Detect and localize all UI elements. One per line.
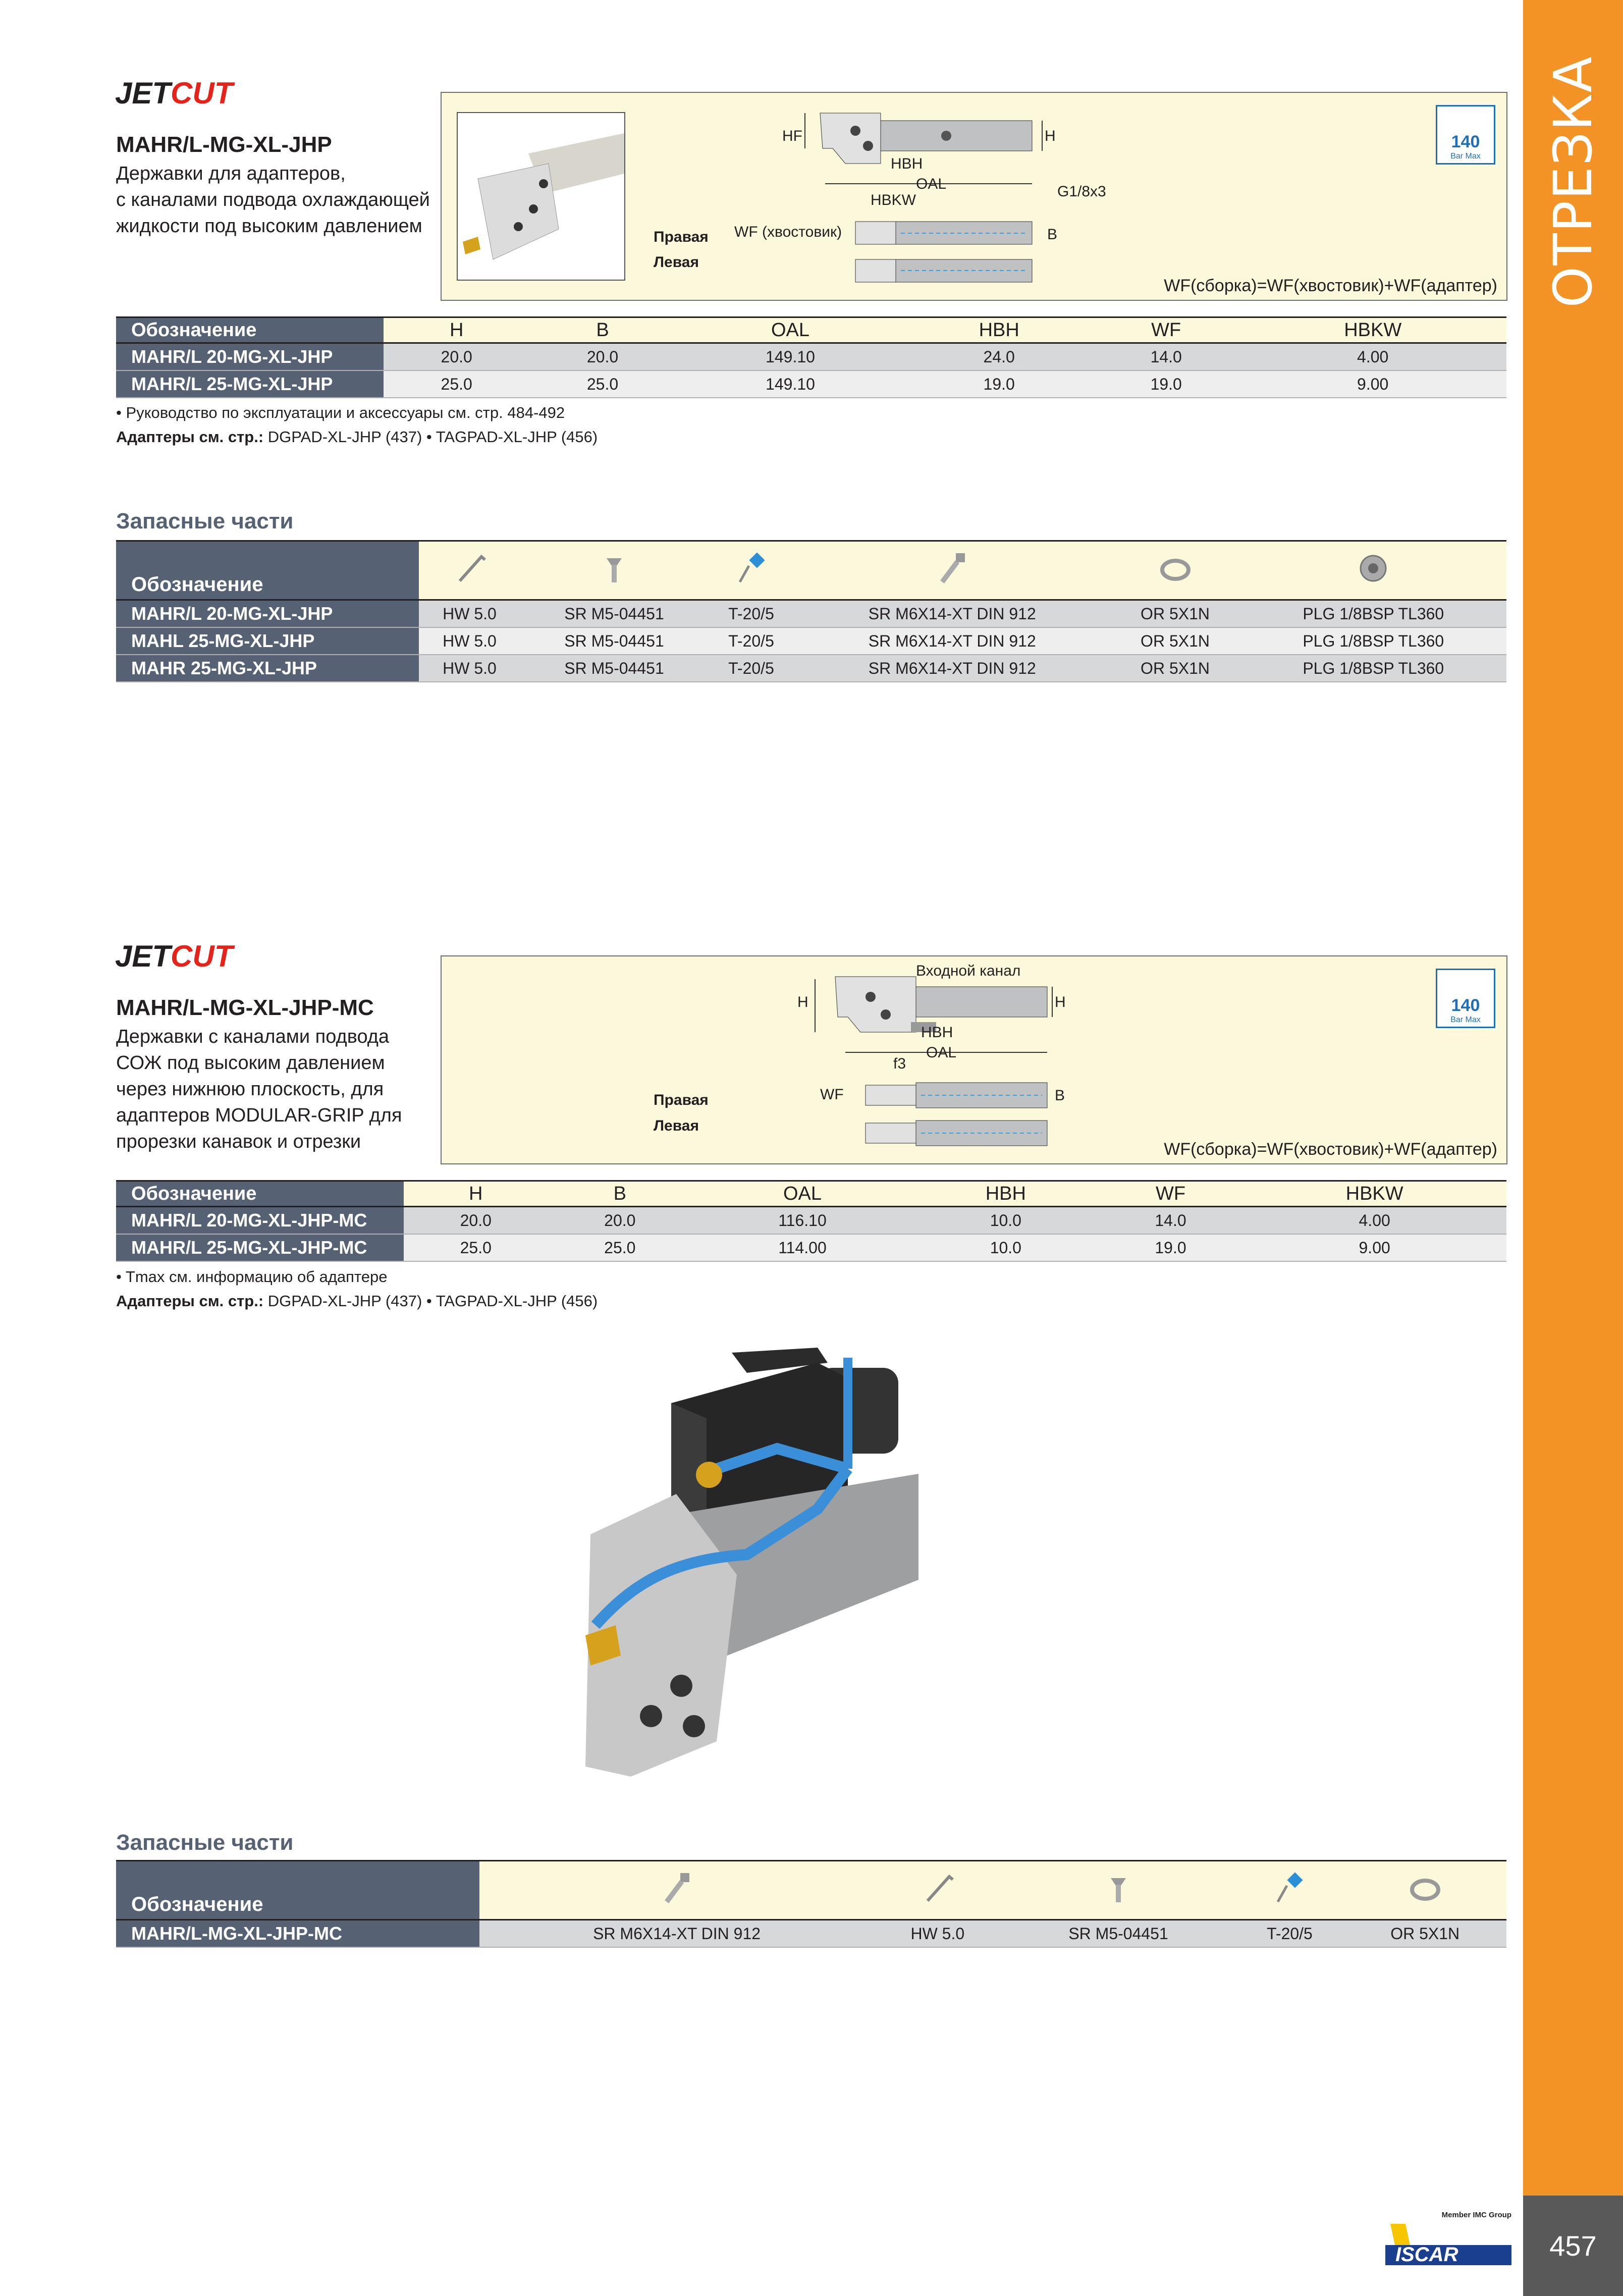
label-f3: f3 [893, 1055, 906, 1072]
table-cell: SR M6X14-XT DIN 912 [479, 1920, 874, 1948]
table-cell: 19.0 [905, 370, 1093, 398]
table-row [116, 1920, 1506, 1948]
note-adapters-text: DGPAD-XL-JHP (437) • TAGPAD-XL-JHP (456) [263, 428, 598, 446]
table-cell: OR 5X1N [1110, 600, 1240, 628]
table-header: B [529, 317, 675, 343]
table-cell: OR 5X1N [1110, 655, 1240, 682]
o-ring-icon [1110, 541, 1240, 600]
table-cell: 25.0 [404, 1234, 548, 1261]
table-cell: 149.10 [676, 370, 905, 398]
toolholder-3d-illustration [464, 1343, 1060, 1787]
table-cell: MAHR/L-MG-XL-JHP-MC [116, 1920, 479, 1948]
pressure-badge-unit: Bar Max [1450, 1016, 1481, 1024]
table-cell: MAHR/L 20-MG-XL-JHP [116, 600, 419, 628]
pressure-badge [1436, 969, 1495, 1028]
table-row [116, 600, 1506, 628]
spare-parts-table-1 [116, 540, 1506, 682]
table-header: HBKW [1242, 1181, 1506, 1207]
jetcut-logo [115, 939, 233, 974]
table-row [116, 343, 1506, 371]
note-tmax: • Tmax см. информацию об адаптере [116, 1268, 388, 1286]
label-right: Правая [654, 1092, 709, 1108]
table-cell: 9.00 [1239, 370, 1506, 398]
torx-key-icon [708, 541, 794, 600]
table-cell: 14.0 [1093, 343, 1239, 371]
label-b: B [1055, 1087, 1065, 1104]
table-cell: T-20/5 [708, 627, 794, 655]
table-cell: 20.0 [404, 1207, 548, 1235]
pressure-badge [1436, 105, 1495, 165]
toolholder-photo-icon [458, 113, 624, 280]
table-cell: MAHR/L 25-MG-XL-JHP [116, 370, 384, 398]
table-cell: PLG 1/8BSP TL360 [1240, 655, 1506, 682]
product-description: Державки для адаптеров, с каналами подвода охлаждающей жидкости под высоким давлением [116, 163, 430, 237]
dimension-drawing [654, 956, 1461, 1158]
table-header: OAL [676, 317, 905, 343]
table-header: OAL [692, 1181, 913, 1207]
table-cell: SR M6X14-XT DIN 912 [794, 655, 1110, 682]
label-g: G1/8x3 [1057, 183, 1106, 200]
table-cell: 149.10 [676, 343, 905, 371]
table-header: WF [1099, 1181, 1243, 1207]
product-table-2 [116, 1180, 1506, 1262]
label-oal: OAL [926, 1044, 957, 1061]
table-header: HBH [913, 1181, 1099, 1207]
table-cell: 25.0 [384, 370, 529, 398]
table-cell: PLG 1/8BSP TL360 [1240, 600, 1506, 628]
label-b: B [1047, 226, 1058, 243]
table-cell: 19.0 [1093, 370, 1239, 398]
screw-icon [520, 541, 708, 600]
section-tab [1523, 0, 1623, 404]
table-cell: T-20/5 [708, 600, 794, 628]
table-cell: MAHL 25-MG-XL-JHP [116, 627, 419, 655]
table-cell: 116.10 [692, 1207, 913, 1235]
product-title: MAHR/L-MG-XL-JHP-MC [116, 995, 374, 1020]
hex-key-icon [874, 1861, 1001, 1920]
table-cell: SR M6X14-XT DIN 912 [794, 627, 1110, 655]
table-cell: HW 5.0 [419, 655, 520, 682]
label-h: H [1045, 128, 1056, 144]
table-cell: PLG 1/8BSP TL360 [1240, 627, 1506, 655]
label-hbh: HBH [891, 155, 923, 172]
dimension-drawing [654, 93, 1461, 295]
product-description: Державки с каналами подвода СОЖ под высоким давлением через нижнюю плоскость, для адаптеров MODULAR-GRIP для прорезки канавок и отрезки [116, 1026, 402, 1152]
table-header: Обозначение [116, 541, 419, 600]
table-cell: 4.00 [1242, 1207, 1506, 1235]
plug-icon [1240, 541, 1506, 600]
note-adapters-label: Адаптеры см. стр.: [116, 428, 264, 446]
table-cell: 10.0 [913, 1234, 1099, 1261]
table-cell: 9.00 [1242, 1234, 1506, 1261]
table-header: Обозначение [116, 1861, 479, 1920]
product-table-1 [116, 316, 1506, 398]
table-cell: 24.0 [905, 343, 1093, 371]
note-adapters-label: Адаптеры см. стр.: [116, 1292, 264, 1310]
screw-icon [1001, 1861, 1235, 1920]
iscar-logo [1385, 2211, 1511, 2271]
table-cell: MAHR 25-MG-XL-JHP [116, 655, 419, 682]
jetcut-logo-jet: JET [115, 76, 171, 110]
note-manual: • Руководство по эксплуатации и аксессуары см. стр. 484-492 [116, 404, 565, 421]
jetcut-logo-cut: CUT [171, 76, 233, 110]
table-cell: HW 5.0 [419, 600, 520, 628]
table-header: Обозначение [116, 1181, 404, 1207]
member-text: Member IMC Group [1441, 2211, 1511, 2219]
note-adapters [116, 428, 598, 446]
pressure-badge-value: 140 [1451, 132, 1480, 151]
table-cell: T-20/5 [708, 655, 794, 682]
table-cell: 20.0 [529, 343, 675, 371]
jetcut-logo-jet: JET [115, 939, 171, 973]
label-hbkw: HBKW [871, 192, 916, 208]
table-header: B [548, 1181, 692, 1207]
label-h: H [797, 994, 808, 1010]
table-cell: OR 5X1N [1343, 1920, 1506, 1948]
table-cell: SR M5-04451 [1001, 1920, 1235, 1948]
table-cell: MAHR/L 25-MG-XL-JHP-MC [116, 1234, 404, 1261]
label-wf: WF [820, 1086, 844, 1103]
note-adapters [116, 1292, 598, 1310]
table-row [116, 1207, 1506, 1235]
table-cell: SR M5-04451 [520, 627, 708, 655]
page-number-box [1523, 2196, 1623, 2296]
table-cell: 20.0 [548, 1207, 692, 1235]
table-header: H [404, 1181, 548, 1207]
spare-parts-title: Запасные части [116, 509, 294, 533]
spare-parts-table-2 [116, 1860, 1506, 1948]
label-inlet: Входной канал [916, 963, 1021, 979]
note-adapters-text: DGPAD-XL-JHP (437) • TAGPAD-XL-JHP (456) [263, 1292, 598, 1310]
table-row [116, 1234, 1506, 1261]
table-header: WF [1093, 317, 1239, 343]
label-right: Правая [654, 229, 709, 245]
label-h2: H [1055, 994, 1066, 1010]
table-cell: 20.0 [384, 343, 529, 371]
table-header: HBH [905, 317, 1093, 343]
table-cell: 25.0 [548, 1234, 692, 1261]
label-left: Левая [654, 254, 699, 271]
hex-key-icon [419, 541, 520, 600]
table-header: HBKW [1239, 317, 1506, 343]
spare-parts-title: Запасные части [116, 1830, 294, 1855]
torx-key-icon [1236, 1861, 1344, 1920]
product-photo [457, 112, 625, 281]
jetcut-logo-cut: CUT [171, 939, 233, 973]
table-cell: T-20/5 [1236, 1920, 1344, 1948]
table-cell: 25.0 [529, 370, 675, 398]
section-tab-label: ОТРЕЗКА [1542, 56, 1604, 308]
diagram-panel [441, 92, 1507, 301]
cap-screw-icon [479, 1861, 874, 1920]
table-cell: 14.0 [1099, 1207, 1243, 1235]
table-cell: OR 5X1N [1110, 627, 1240, 655]
table-row [116, 627, 1506, 655]
table-row [116, 655, 1506, 682]
table-cell: MAHR/L 20-MG-XL-JHP [116, 343, 384, 371]
table-header: H [384, 317, 529, 343]
pressure-badge-unit: Bar Max [1450, 152, 1481, 161]
label-hbh: HBH [921, 1024, 953, 1041]
label-hf: HF [782, 128, 802, 144]
table-cell: 10.0 [913, 1207, 1099, 1235]
page-number: 457 [1549, 2230, 1597, 2262]
table-cell: 4.00 [1239, 343, 1506, 371]
product-title: MAHR/L-MG-XL-JHP [116, 132, 332, 157]
formula-text: WF(сборка)=WF(хвостовик)+WF(адаптер) [1164, 276, 1497, 295]
label-oal: OAL [916, 176, 947, 192]
label-left: Левая [654, 1117, 699, 1134]
formula-text: WF(сборка)=WF(хвостовик)+WF(адаптер) [1164, 1140, 1497, 1159]
cap-screw-icon [794, 541, 1110, 600]
table-cell: SR M5-04451 [520, 600, 708, 628]
table-cell: SR M5-04451 [520, 655, 708, 682]
table-cell: HW 5.0 [419, 627, 520, 655]
iscar-mark-icon [1385, 2220, 1511, 2270]
o-ring-icon [1343, 1861, 1506, 1920]
diagram-panel [441, 955, 1507, 1164]
table-cell: 19.0 [1099, 1234, 1243, 1261]
jetcut-logo [115, 76, 233, 111]
table-cell: SR M6X14-XT DIN 912 [794, 600, 1110, 628]
table-header: Обозначение [116, 317, 384, 343]
table-cell: HW 5.0 [874, 1920, 1001, 1948]
table-cell: 114.00 [692, 1234, 913, 1261]
label-wf: WF (хвостовик) [734, 224, 842, 240]
table-cell: MAHR/L 20-MG-XL-JHP-MC [116, 1207, 404, 1235]
svg-text:ISCAR: ISCAR [1395, 2244, 1458, 2266]
table-row [116, 370, 1506, 398]
pressure-badge-value: 140 [1451, 996, 1480, 1015]
